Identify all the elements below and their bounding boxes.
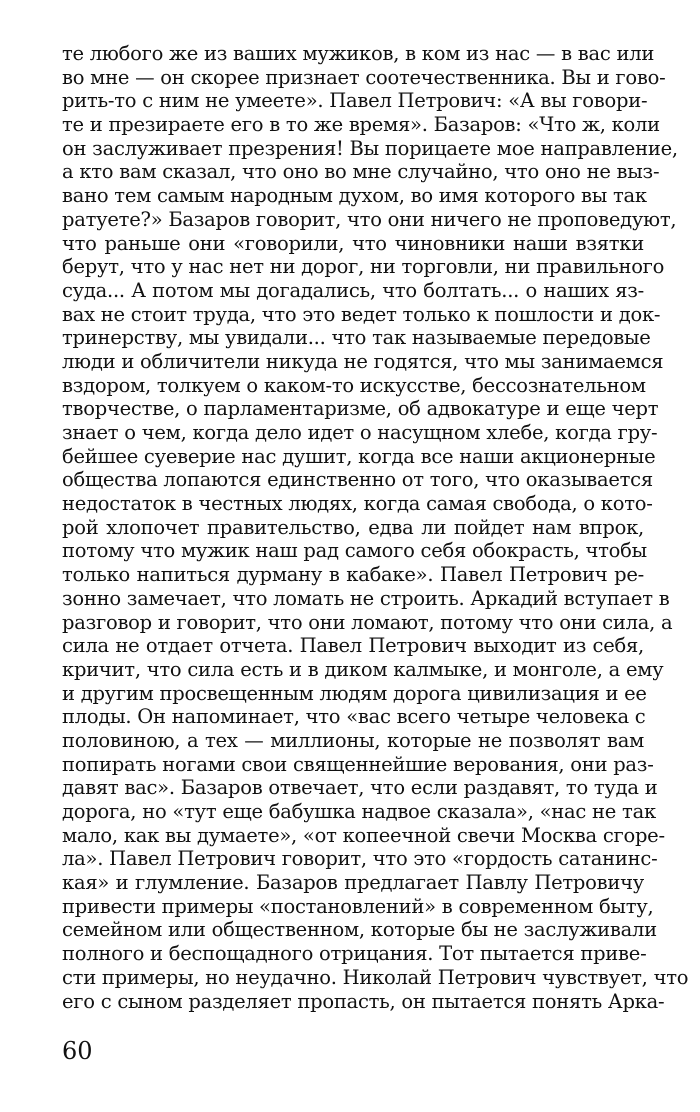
page-number: 60 bbox=[62, 1037, 93, 1065]
page-body bbox=[62, 42, 689, 1013]
text-line: рить-то с ним не умеете». Павел Петрович: «А вы говори- bbox=[62, 89, 648, 113]
text-line: сти примеры, но неудачно. Николай Петрович чувствует, что bbox=[62, 965, 689, 989]
text-line: что раньше они «говорили, что чиновники наши взятки bbox=[62, 231, 644, 255]
text-line: рой хлопочет правительство, едва ли пойдет нам впрок, bbox=[62, 515, 644, 539]
text-line: попирать ногами свои священнейшие верования, они раз- bbox=[62, 752, 654, 776]
text-line: только напиться дурману в кабаке». Павел Петрович ре- bbox=[62, 563, 644, 587]
text-line: и другим просвещенным людям дорога цивилизация и ее bbox=[62, 681, 647, 705]
text-line: вздором, толкуем о каком-то искусстве, бессознательном bbox=[62, 373, 646, 397]
text-line: половиною, а тех — миллионы, которые не позволят вам bbox=[62, 728, 644, 752]
text-line: во мне — он скорее признает соотечественника. Вы и гово- bbox=[62, 65, 666, 89]
text-line: общества лопаются единственно от того, что оказывается bbox=[62, 468, 653, 492]
text-line: вано тем самым народным духом, во имя которого вы так bbox=[62, 184, 647, 208]
text-line: ла». Павел Петрович говорит, что это «гордость сатанинс- bbox=[62, 847, 658, 871]
text-line: вах не стоит труда, что это ведет только к пошлости и док- bbox=[62, 302, 661, 326]
text-line: потому что мужик наш рад самого себя обокрасть, чтобы bbox=[62, 539, 647, 563]
text-line: зонно замечает, что ломать не строить. Аркадий вступает в bbox=[62, 586, 670, 610]
text-line: семейном или общественном, которые бы не заслуживали bbox=[62, 918, 657, 942]
text-line: те любого же из ваших мужиков, в ком из нас — в вас или bbox=[62, 42, 655, 65]
text-line: берут, что у нас нет ни дорог, ни торговли, ни правильного bbox=[62, 255, 665, 279]
text-line: плоды. Он напоминает, что «вас всего четыре человека с bbox=[62, 705, 646, 729]
text-line: кричит, что сила есть и в диком калмыке, и монголе, а ему bbox=[62, 657, 664, 681]
text-line: дорога, но «тут еще бабушка надвое сказала», «нас не так bbox=[62, 800, 656, 823]
text-line: сила не отдает отчета. Павел Петрович выходит из себя, bbox=[62, 634, 644, 658]
text-line: мало, как вы думаете», «от копеечной свечи Москва сгоре- bbox=[62, 823, 665, 847]
text-line: давят вас». Базаров отвечает, что если раздавят, то туда и bbox=[62, 776, 658, 800]
text-line: люди и обличители никуда не годятся, что мы занимаемся bbox=[62, 349, 664, 373]
text-line: а кто вам сказал, что оно во мне случайно, что оно не выз- bbox=[62, 160, 660, 184]
text-line: его с сыном разделяет пропасть, он пытается понять Арка- bbox=[62, 989, 665, 1013]
text-line: ратуете?» Базаров говорит, что они ничего не проповедуют, bbox=[62, 207, 677, 231]
text-line: полного и беспощадного отрицания. Тот пытается приве- bbox=[62, 942, 647, 966]
text-line: творчестве, о парламентаризме, об адвокатуре и еще черт bbox=[62, 397, 659, 421]
text-line: привести примеры «постановлений» в современном быту, bbox=[62, 894, 654, 918]
text-line: разговор и говорит, что они ломают, потому что они сила, а bbox=[62, 610, 673, 634]
text-line: те и презираете его в то же время». Базаров: «Что ж, коли bbox=[62, 113, 660, 137]
text-line: бейшее суеверие нас душит, когда все наши акционерные bbox=[62, 444, 656, 468]
text-line: кая» и глумление. Базаров предлагает Павлу Петровичу bbox=[62, 871, 644, 895]
text-line: недостаток в честных людях, когда самая свобода, о кото- bbox=[62, 492, 653, 516]
text-line: тринерству, мы увидали... что так называемые передовые bbox=[62, 326, 651, 350]
text-line: суда... А потом мы догадались, что болтать... о наших яз- bbox=[62, 278, 644, 302]
text-line: он заслуживает презрения! Вы порицаете мое направление, bbox=[62, 136, 678, 160]
text-line: знает о чем, когда дело идет о насущном хлебе, когда гру- bbox=[62, 421, 658, 444]
